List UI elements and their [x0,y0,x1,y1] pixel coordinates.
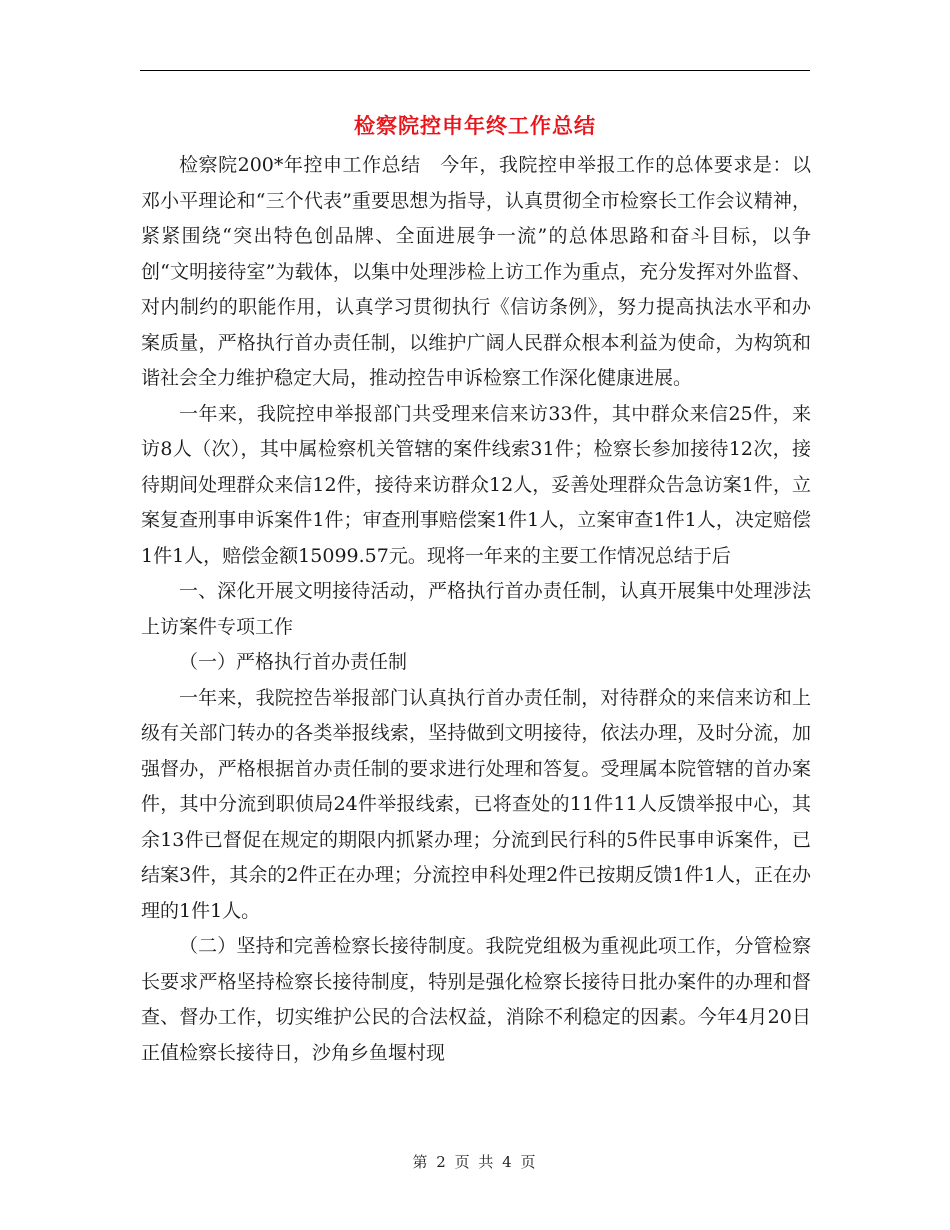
subsection-heading-1: （一）严格执行首办责任制 [179,651,408,673]
paragraph-statistics: 一年来，我院控申举报部门共受理来信来访33件，其中群众来信25件，来访8人（次），其中属检察机关管辖的案件线索31件；检察长参加接待12次，接待期间处理群众来信12件，接待来访群众12人，妥善处理群众告急访案1件，立案复查刑事申诉案件1件；审查刑事赔偿案1件1人，立案审查1件1人，决定赔偿1件1人，赔偿金额15099.57元。现将一年来的主要工作情况总结于后 [141,402,811,567]
paragraph-reception-system: （二）坚持和完善检察长接待制度。我院党组极为重视此项工作，分管检察长要求严格坚持检察长接待制度，特别是强化检察长接待日批办案件的办理和督查、督办工作，切实维护公民的合法权益，消除不利稳定的因素。今年4月20日正值检察长接待日，沙角乡鱼堰村现 [141,935,811,1064]
document-title: 检察院控申年终工作总结 [354,113,596,138]
page-number: 第 2 页 共 4 页 [412,1153,538,1171]
section-heading-1: 一、深化开展文明接待活动，严格执行首办责任制，认真开展集中处理涉法上访案件专项工作 [141,580,811,638]
paragraph-intro: 检察院200*年控申工作总结 今年，我院控申举报工作的总体要求是：以邓小平理论和“三个代表”重要思想为指导，认真贯彻全市检察长工作会议精神，紧紧围绕“突出特色创品牌、全面进展争一流”的总体思路和奋斗目标，以争创“文明接待室”为载体，以集中处理涉检上访工作为重点，充分发挥对外监督、对内制约的职能作用，认真学习贯彻执行《信访条例》，努力提高执法水平和办案质量，严格执行首办责任制，以维护广阔人民群众根本利益为使命，为构筑和谐社会全力维护稳定大局，推动控告申诉检察工作深化健康进展。 [141,154,811,389]
document-body [141,148,811,1071]
header-rule [140,70,810,71]
paragraph-first-handling: 一年来，我院控告举报部门认真执行首办责任制，对待群众的来信来访和上级有关部门转办的各类举报线索，坚持做到文明接待，依法办理，及时分流，加强督办，严格根据首办责任制的要求进行处理和答复。受理属本院管辖的首办案件，其中分流到职侦局24件举报线索，已将查处的11件11人反馈举报中心，其余13件已督促在规定的期限内抓紧办理；分流到民行科的5件民事申诉案件，已结案3件，其余的2件正在办理；分流控申科处理2件已按期反馈1件1人，正在办理的1件1人。 [141,686,811,922]
